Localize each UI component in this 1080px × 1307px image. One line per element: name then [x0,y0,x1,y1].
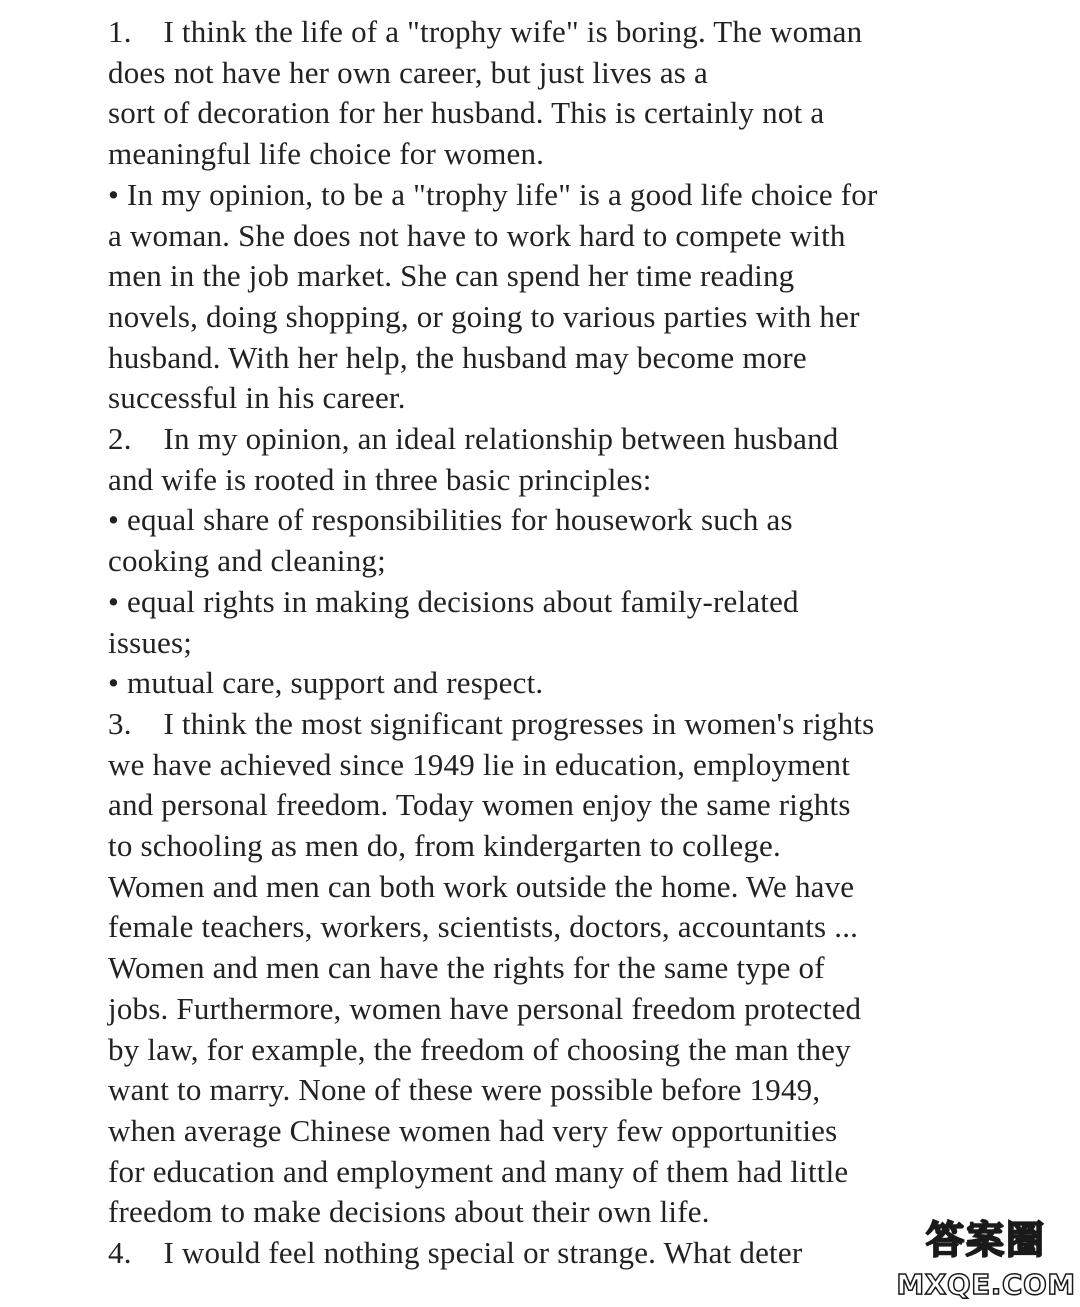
text-line: want to marry. None of these were possible before 1949, [108,1072,821,1108]
text-line: meaningful life choice for women. [108,136,545,172]
text-line: Women and men can have the rights for the same type of [108,950,825,986]
text-line: novels, doing shopping, or going to various parties with her [108,298,860,334]
text-line: • equal share of responsibilities for housework such as [108,502,793,538]
text-line: sort of decoration for her husband. This is certainly not a [108,95,825,131]
watermark-top-text: 答案圈 [925,1217,1046,1262]
text-line: 3. I think the most significant progresses in women's rights [108,705,875,741]
text-line: we have achieved since 1949 lie in education, employment [108,746,851,782]
watermark-logo [896,1212,1076,1306]
text-line: 2. In my opinion, an ideal relationship between husband [108,421,839,456]
text-line: cooking and cleaning; [108,543,386,579]
text-line: for education and employment and many of them had little [108,1153,849,1189]
text-line: and wife is rooted in three basic principles: [108,461,652,497]
text-line: female teachers, workers, scientists, doctors, accountants ... [108,909,859,945]
text-line: issues; [108,624,193,660]
text-line: husband. With her help, the husband may become more [108,339,807,375]
text-line: a woman. She does not have to work hard to compete with [108,217,846,253]
text-line: to schooling as men do, from kindergarten to college. [108,828,781,863]
text-line: successful in his career. [108,380,406,416]
text-line: • mutual care, support and respect. [108,665,544,701]
text-line: when average Chinese women had very few opportunities [108,1112,838,1148]
text-line: does not have her own career, but just lives as a [108,54,708,90]
text-line: jobs. Furthermore, women have personal freedom protected [108,990,862,1026]
text-line: 4. I would feel nothing special or strange. What deter [108,1235,803,1270]
text-line: freedom to make decisions about their own life. [108,1194,710,1230]
text-line: men in the job market. She can spend her time reading [108,258,795,294]
text-line: Women and men can both work outside the home. We have [108,868,855,904]
text-line: by law, for example, the freedom of choosing the man they [108,1031,851,1067]
text-line: • equal rights in making decisions about family-related [108,583,799,619]
text-line: • In my opinion, to be a "trophy life" is a good life choice for [108,176,878,212]
watermark-url-text: MXQE.COM [896,1267,1076,1301]
text-line: 1. I think the life of a "trophy wife" is boring. The woman [108,14,863,49]
text-line: and personal freedom. Today women enjoy the same rights [108,787,851,823]
